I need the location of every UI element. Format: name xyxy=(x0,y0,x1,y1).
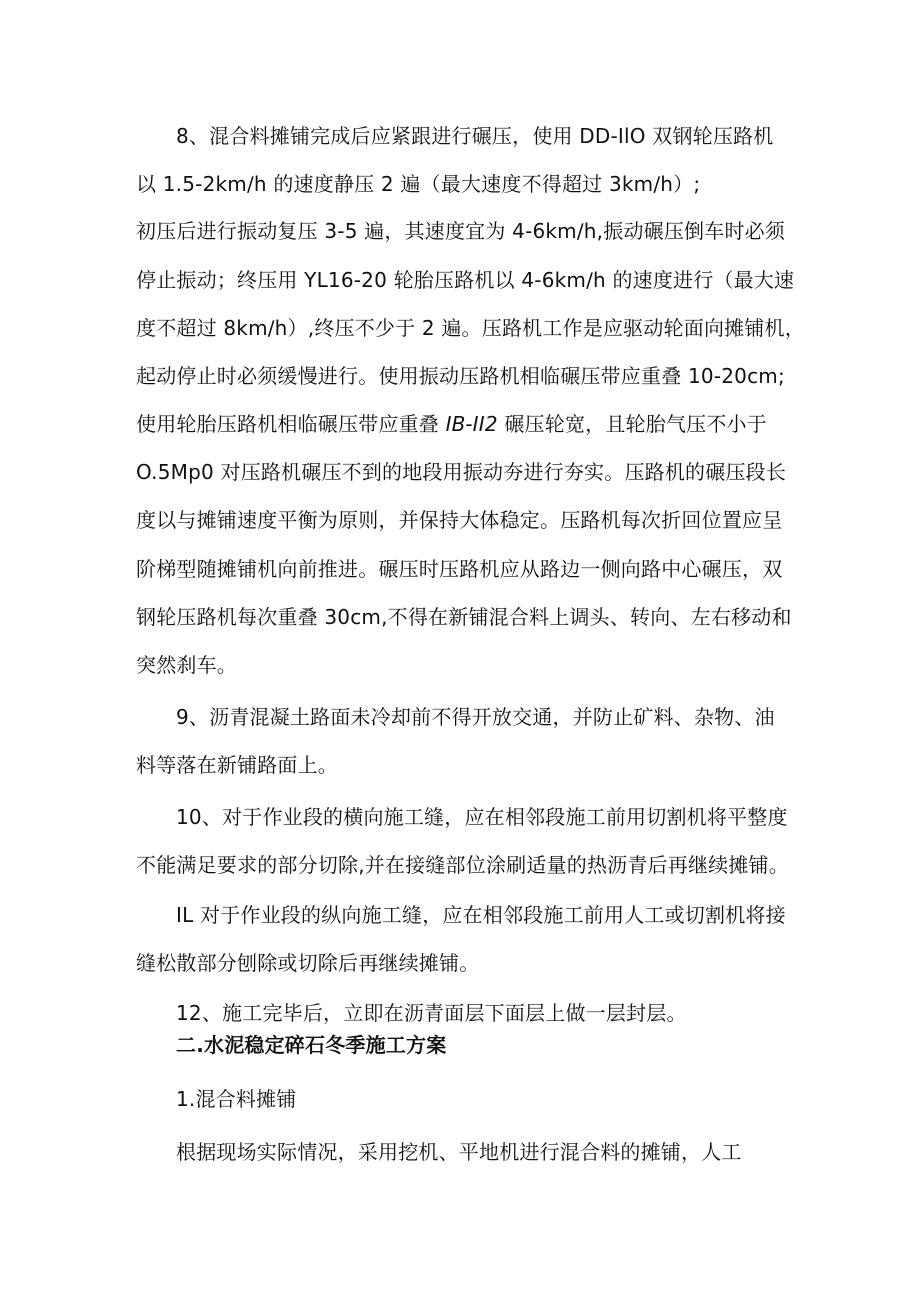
para-8-line-10: 阶梯型随摊铺机向前推进。碾压时压路机应从路边一侧向路中心碾压，双 xyxy=(136,557,783,581)
para-8-line-8: O.5Mp0 对压路机碾压不到的地段用振动夯进行夯实。压路机的碾压段长 xyxy=(136,460,787,484)
para-9-line-1: 9、沥青混凝土路面未冷却前不得开放交通，并防止矿料、杂物、油 xyxy=(176,705,775,729)
para-8-line-3: 初压后进行振动复压 3-5 遍，其速度宜为 4-6km∕h,振动碾压倒车时必须 xyxy=(136,219,786,243)
para-8-line-5: 度不超过 8km∕h）,终压不少于 2 遍。压路机工作是应驱动轮面向摊铺机， xyxy=(136,316,805,340)
para-8-line-4: 停止振动；终压用 YL16-20 轮胎压路机以 4-6km∕h 的速度进行（最大速 xyxy=(136,268,795,292)
para-11-line-2: 缝松散部分刨除或切除后再继续摊铺。 xyxy=(136,951,480,975)
para-8-line-7-post: 碾压轮宽，且轮胎气压不小于 xyxy=(497,412,767,436)
para-8-line-7 xyxy=(136,412,767,436)
para-8-line-9: 度以与摊铺速度平衡为原则，并保持大体稳定。压路机每次折回位置应呈 xyxy=(136,508,783,532)
para-9-line-2: 料等落在新铺路面上。 xyxy=(136,753,338,777)
section-body-line-1: 根据现场实际情况，采用挖机、平地机进行混合料的摊铺，人工 xyxy=(176,1140,742,1164)
para-8-line-7-italic: IB-II2 xyxy=(445,412,498,436)
para-8-line-12: 突然刹车。 xyxy=(136,653,237,677)
para-12-line-1: 12、施工完毕后，立即在沥青面层下面层上做一层封层。 xyxy=(176,1001,687,1025)
para-10-line-2: 不能满足要求的部分切除,并在接缝部位涂刷适量的热沥青后再继续摊铺。 xyxy=(136,853,789,877)
para-10-line-1: 10、对于作业段的横向施工缝，应在相邻段施工前用切割机将平整度 xyxy=(176,805,788,829)
para-8-line-11: 钢轮压路机每次重叠 30cm,不得在新铺混合料上调头、转向、左右移动和 xyxy=(136,605,792,629)
para-8-line-7-pre: 使用轮胎压路机相临碾压带应重叠 xyxy=(136,412,446,436)
para-11-line-1: IL 对于作业段的纵向施工缝，应在相邻段施工前用人工或切割机将接 xyxy=(176,903,786,927)
section-heading: 二.水泥稳定碎石冬季施工方案 xyxy=(176,1033,447,1057)
para-8-line-1: 8、混合料摊铺完成后应紧跟进行碾压，使用 DD-IlO 双钢轮压路机 xyxy=(176,124,774,148)
subsection-heading: 1.混合料摊铺 xyxy=(176,1087,297,1111)
para-8-line-6: 起动停止时必须缓慢进行。使用振动压路机相临碾压带应重叠 10-20cm; xyxy=(136,364,785,388)
para-8-line-2: 以 1.5-2km∕h 的速度静压 2 遍（最大速度不得超过 3km∕h）; xyxy=(136,172,701,196)
